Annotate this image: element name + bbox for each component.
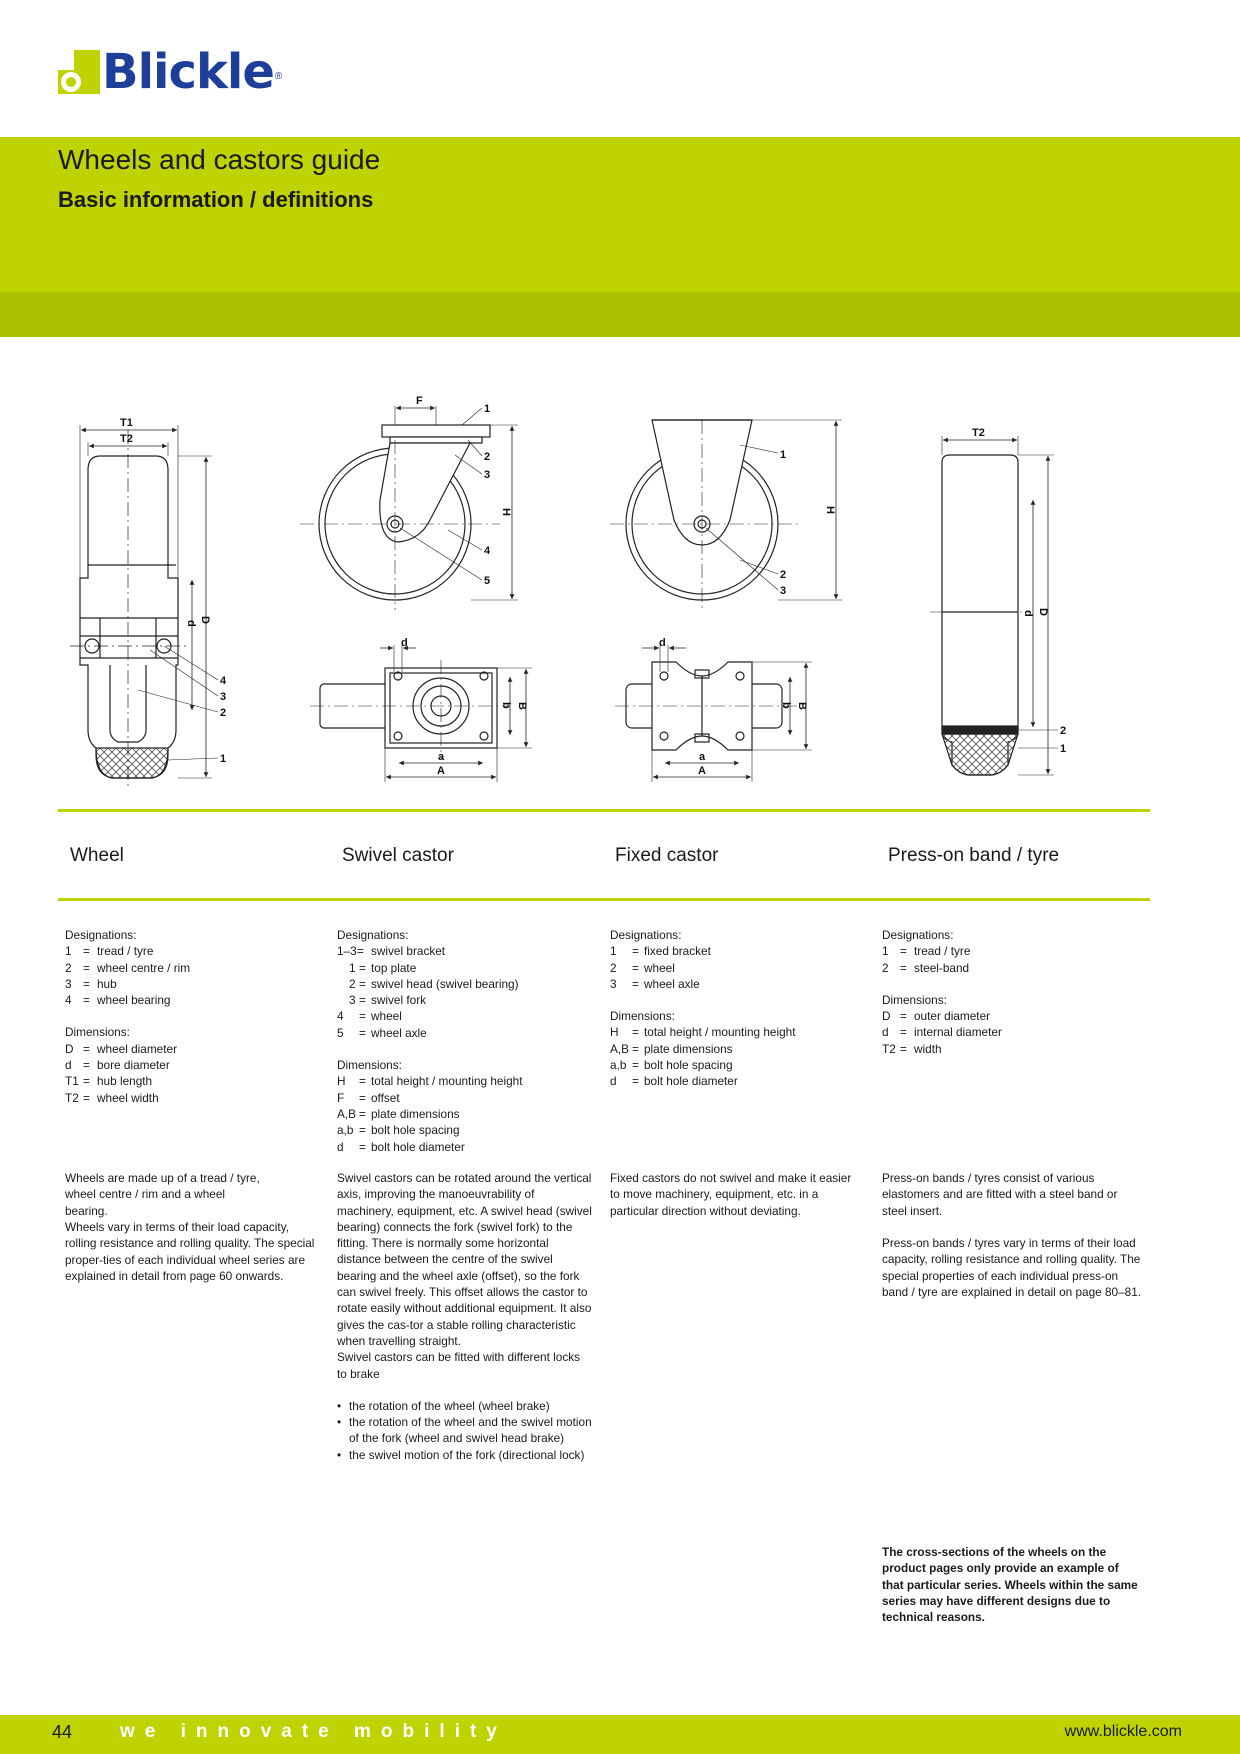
page-title: Wheels and castors guide <box>58 144 381 175</box>
fixed-castor-top-drawing <box>615 645 812 782</box>
swivel-label-2: 2 <box>484 451 491 463</box>
swivel-label-A: A <box>437 765 445 777</box>
swivel-dimension-item: A,B = plate dimensions <box>337 1106 460 1121</box>
band-designations-title: Designations: <box>882 928 954 942</box>
swivel-label-a: a <box>438 751 445 763</box>
wheel-dimensions-title: Dimensions: <box>65 1025 130 1040</box>
band-label-2: 2 <box>1060 725 1067 737</box>
band-dimensions-title: Dimensions: <box>882 992 947 1007</box>
wheel-cross-section-drawing <box>70 425 218 790</box>
band-designation-item: 2 = steel-band <box>882 960 970 975</box>
wheel-label-3: 3 <box>220 691 227 703</box>
fixed-designation-item: 3 = wheel axle <box>610 976 700 991</box>
fixed-label-H: H <box>824 506 836 514</box>
swivel-dimension-item: F = offset <box>337 1090 400 1105</box>
swivel-brake-list <box>337 1398 594 1463</box>
wheel-dimension-item: d = bore diameter <box>65 1058 170 1073</box>
section-rule-bottom <box>58 898 1150 901</box>
fixed-label-1: 1 <box>780 449 787 461</box>
header-band-lower <box>0 292 1240 337</box>
band-paragraph: Press-on bands / tyres consist of various elastomers and are fitted with a steel band or steel insert. <box>882 1171 1118 1218</box>
wheel-designations-title: Designations: <box>65 928 137 942</box>
fixed-designation-item: 2 = wheel <box>610 960 675 975</box>
swivel-label-b: b <box>500 702 512 709</box>
swivel-dimension-item: a,b = bolt hole spacing <box>337 1123 460 1138</box>
blickle-logo <box>58 44 283 100</box>
swivel-label-1: 1 <box>484 403 491 415</box>
swivel-dimension-item: H = total height / mounting height <box>337 1074 523 1089</box>
fixed-label-3: 3 <box>780 585 787 597</box>
fixed-dimensions-title: Dimensions: <box>610 1009 675 1024</box>
band-designation-item: 1 = tread / tyre <box>882 944 971 959</box>
fixed-castor-side-drawing <box>610 420 842 610</box>
fixed-label-2: 2 <box>780 569 787 581</box>
registered-mark: ® <box>274 70 283 82</box>
swivel-label-4: 4 <box>484 545 491 557</box>
fixed-dimension-item: a,b = bolt hole spacing <box>610 1058 733 1073</box>
band-definitions <box>882 927 1137 1057</box>
swivel-description <box>337 1170 594 1463</box>
swivel-designation-item: 4 = wheel <box>337 1009 402 1024</box>
wheel-definitions <box>65 927 320 1106</box>
band-dimension-item: D = outer diameter <box>882 1009 991 1024</box>
logo-wordmark: Blickle <box>102 44 274 100</box>
fixed-label-a: a <box>699 751 706 763</box>
heading-swivel-castor: Swivel castor <box>342 845 454 866</box>
wheel-dimension-item: T2 = wheel width <box>65 1090 159 1105</box>
fixed-dimension-item: A,B = plate dimensions <box>610 1041 733 1056</box>
wheel-paragraph: Wheels are made up of a tread / tyre, wheel centre / rim and a wheel bearing. <box>65 1171 260 1218</box>
swivel-paragraph: Swivel castors can be rotated around the vertical axis, improving the manoeuvrability of machinery, equipment, etc. A swivel head (swivel bearing) connects the fork (swivel fork) to the fitting. There is normally some horizontal distance between the centre of the swivel bearing and the wheel axle (offset), so the fork can swivel freely. This offset allows the castor to rotate easily without additional equipment. It also gives the cas-tor a stable rolling characteristic when travelling straight. <box>337 1171 592 1348</box>
wheel-label-t2: T2 <box>120 433 133 445</box>
swivel-label-3: 3 <box>484 469 491 481</box>
technical-drawings <box>0 340 1240 800</box>
fixed-dimension-item: H = total height / mounting height <box>610 1025 796 1040</box>
wheel-designation-item: 3 = hub <box>65 976 117 991</box>
wheel-designation-item: 1 = tread / tyre <box>65 944 154 959</box>
wheel-designation-item: 2 = wheel centre / rim <box>65 960 191 975</box>
fixed-designation-item: 1 = fixed bracket <box>610 944 711 959</box>
fixed-label-d: d <box>659 637 666 649</box>
wheel-dimension-item: T1 = hub length <box>65 1074 153 1089</box>
footer-slogan: we innovate mobility <box>120 1721 507 1742</box>
wheel-label-D: D <box>199 616 211 624</box>
fixed-label-B: B <box>796 702 808 710</box>
swivel-designation-item: 1 = top plate <box>349 960 417 975</box>
page-number: 44 <box>52 1722 73 1742</box>
band-label-1: 1 <box>1060 743 1067 755</box>
swivel-label-F: F <box>416 395 423 407</box>
cross-section-note: The cross-sections of the wheels on the product pages only provide an example of that particular series. Wheels within the same series may have different designs due to technical reasons. <box>882 1545 1138 1625</box>
swivel-label-B: B <box>516 702 528 710</box>
fixed-dimension-item: d = bolt hole diameter <box>610 1074 738 1089</box>
wheel-label-2: 2 <box>220 707 227 719</box>
swivel-designations-title: Designations: <box>337 928 409 942</box>
swivel-castor-top-drawing <box>310 645 532 782</box>
heading-wheel: Wheel <box>70 845 124 866</box>
band-label-D: D <box>1037 608 1049 616</box>
swivel-designation-item: 3 = swivel fork <box>349 993 427 1008</box>
swivel-label-H: H <box>500 508 512 516</box>
fixed-designations-title: Designations: <box>610 928 682 942</box>
swivel-definitions <box>337 927 592 1155</box>
page-subtitle: Basic information / definitions <box>58 187 374 212</box>
wheel-dimension-item: D = wheel diameter <box>65 1041 177 1056</box>
swivel-label-5: 5 <box>484 575 491 587</box>
band-label-d: d <box>1022 610 1034 617</box>
swivel-designation-item: 2 = swivel head (swivel bearing) <box>349 976 519 991</box>
swivel-designation-item: 1–3 = swivel bracket <box>337 944 446 959</box>
heading-fixed-castor: Fixed castor <box>615 845 719 866</box>
swivel-dimensions-title: Dimensions: <box>337 1058 402 1073</box>
swivel-dimension-item: d = bolt hole diameter <box>337 1139 465 1154</box>
wheel-designation-item: 4 = wheel bearing <box>65 993 171 1008</box>
swivel-paragraph: Swivel castors can be fitted with different locks to brake <box>337 1350 581 1381</box>
section-rule-top <box>58 809 1150 812</box>
swivel-label-d: d <box>401 637 408 649</box>
wheel-label-d: d <box>185 620 197 627</box>
band-dimension-item: T2 = width <box>882 1041 942 1056</box>
fixed-definitions <box>610 927 865 1090</box>
list-item: • the rotation of the wheel (wheel brake) <box>337 1398 594 1414</box>
logo-mark-icon <box>58 50 100 94</box>
list-item: • the rotation of the wheel and the swivel motion of the fork (wheel and swivel head brake) <box>337 1414 594 1447</box>
fixed-label-A: A <box>698 765 706 777</box>
swivel-designation-item: 5 = wheel axle <box>337 1025 427 1040</box>
website-link[interactable]: www.blickle.com <box>1064 1723 1182 1740</box>
band-label-T2: T2 <box>972 427 985 439</box>
wheel-label-1: 1 <box>220 753 227 765</box>
band-paragraph: Press-on bands / tyres vary in terms of their load capacity, rolling resistance and rolling quality. The special properties of each individual press-on band / tyre are explained in detail on page 80–81. <box>882 1236 1142 1299</box>
wheel-paragraph: Wheels vary in terms of their load capacity, rolling resistance and rolling quality. The special proper-ties of each individual wheel series are explained in detail from page 60 onwards. <box>65 1220 315 1283</box>
list-item: • the swivel motion of the fork (directional lock) <box>337 1447 594 1463</box>
fixed-label-b: b <box>780 702 792 709</box>
band-dimension-item: d = internal diameter <box>882 1025 1002 1040</box>
wheel-label-4: 4 <box>220 675 227 687</box>
fixed-paragraph: Fixed castors do not swivel and make it easier to move machinery, equipment, etc. in a particular direction without deviating. <box>610 1171 852 1218</box>
heading-press-on-band: Press-on band / tyre <box>888 845 1060 866</box>
press-on-band-drawing <box>930 436 1058 775</box>
wheel-label-t1: T1 <box>120 417 133 429</box>
